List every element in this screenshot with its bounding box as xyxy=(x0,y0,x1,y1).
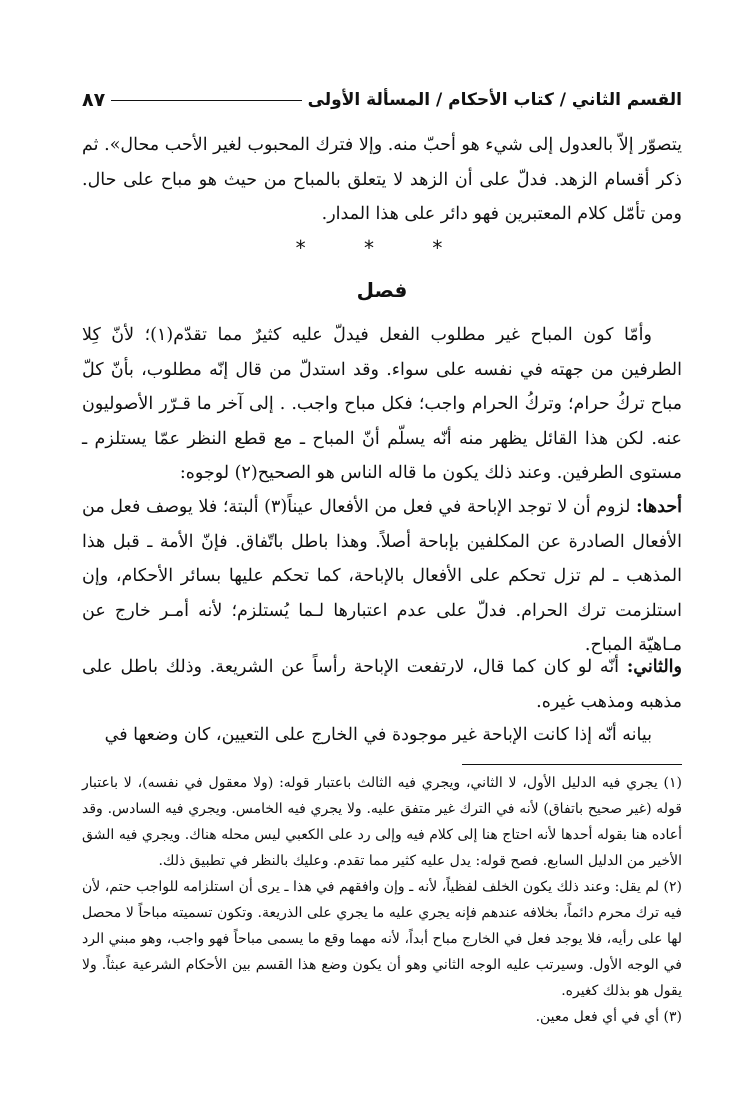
footnote-3-text: أي في أي فعل معين. xyxy=(535,1009,660,1025)
header-rule xyxy=(111,100,301,101)
footnote-rule xyxy=(462,764,682,765)
section-separator: * * * xyxy=(295,236,469,260)
footnote-1-number: (١) xyxy=(663,775,682,791)
point-1-label: أحدها: xyxy=(636,497,682,517)
paragraph-1-block xyxy=(82,318,682,491)
footnotes xyxy=(82,770,682,1030)
header-title: القسم الثاني / كتاب الأحكام / المسألة الأولى xyxy=(307,90,682,110)
last-paragraph-block xyxy=(82,718,682,753)
footnote-2-text: لم يقل: وعند ذلك يكون الخلف لفظياً، لأنه ـ وإن وافقهم في هذا ـ يرى أن استلزامه للواجب حتم، لأن فيه ترك محرم دائماً، بخلافه عندهم فإنه يجري عليه ما يجري على الذريعة. وتكون تسميته مباحاً لا محصل لها على رأيه، فلا يوجد فعل في الخارج مباح أبداً، لأنه مهما وقع ما يسمى مباحاً فهو واجب، وهو مبني الرد في الوجه الأول. وسيرتب عليه الوجه الثاني وهو أن يكون وضع هذا القسم بين الأحكام الشرعية عبثاً. ولا يقول هو بذلك كغيره. xyxy=(82,879,682,999)
paragraph-last: بيانه أنّه إذا كانت الإباحة غير موجودة في الخارج على التعيين، كان وضعها في xyxy=(104,725,652,745)
footnote-2-number: (٢) xyxy=(663,879,682,895)
point-2-label: والثاني: xyxy=(626,657,682,677)
running-header xyxy=(82,84,682,116)
opening-paragraph: يتصوّر إلاّ بالعدول إلى شيء هو أحبّ منه. وإلا فترك المحبوب لغير الأحب محال». ثم ذكر أقسام الزهد. فدلّ على أن الزهد لا يتعلق بالمباح من حيث هو مباح على حال. ومن تأمّل كلام المعتبرين فهو دائر على هذا المدار. xyxy=(82,135,682,224)
section-title: فصل xyxy=(356,278,408,302)
footnote-2 xyxy=(82,874,682,1004)
point-1-block xyxy=(82,490,682,663)
paragraph-1: وأمّا كون المباح غير مطلوب الفعل فيدلّ عليه كثيرٌ مما تقدّم(١)؛ لأنّ كِلا الطرفين من جهته في نفسه على سواء. وقد استدلّ من قال إنّه مطلوب، بأنّ كلّ مباح تركُ حرام؛ وتركُ الحرام واجب؛ فكل مباح واجب. . إلى آخر ما قـرّر الأصوليون عنه. لكن هذا القائل يظهر منه أنّه يسلّم أنّ المباح ـ مع قطع النظر عمّا يستلزم ـ مستوى الطرفين. وعند ذلك يكون ما قاله الناس هو الصحيح(٢) لوجوه: xyxy=(82,325,682,483)
page-number: ٨٧ xyxy=(82,89,106,111)
footnote-1-text: يجري فيه الدليل الأول، لا الثاني، ويجري فيه الثالث باعتبار قوله: (ولا معقول في نفسه)، لا باعتبار قوله (غير صحيح باتفاق) لأنه في الترك غير متفق عليه. ولا يجري فيه الخامس. ويجري فيه السادس. وقد أعاده هنا بقوله أحدها لأنه احتاج هنا إلى كلام فيه وإلى رد على الكعبي ليس محله هناك. ويجري فيه الشق الأخير من الدليل السابع. فصح قوله: يدل عليه كثير مما تقدم. وعليك بالنظر في تطبيق ذلك. xyxy=(82,775,682,869)
point-2-block xyxy=(82,650,682,719)
point-2 xyxy=(82,650,682,719)
footnote-1 xyxy=(82,770,682,874)
point-1 xyxy=(82,490,682,663)
footnote-3-number: (٣) xyxy=(663,1009,682,1025)
opening-paragraph-block xyxy=(82,128,682,232)
point-2-text: أنّه لو كان كما قال، لارتفعت الإباحة رأساً عن الشريعة. وذلك باطل على مذهبه ومذهب غيره. xyxy=(82,657,682,712)
point-1-text: لزوم أن لا توجد الإباحة في فعل من الأفعال عيناً(٣) ألبتة؛ فلا يوصف فعل من الأفعال الصادرة عن المكلفين بإباحة أصلاً. وهذا باطل باتّفاق. فإنّ الأمة ـ قبل هذا المذهب ـ لم تزل تحكم على الأفعال بالإباحة، كما تحكم عليها بسائر الأحكام، وإن استلزمت ترك الحرام. فدلّ على عدم اعتبارها لـما يُستلزم؛ لأنه أمـر خارج عن مـاهيّة المباح. xyxy=(82,497,682,655)
footnote-3 xyxy=(82,1004,682,1030)
